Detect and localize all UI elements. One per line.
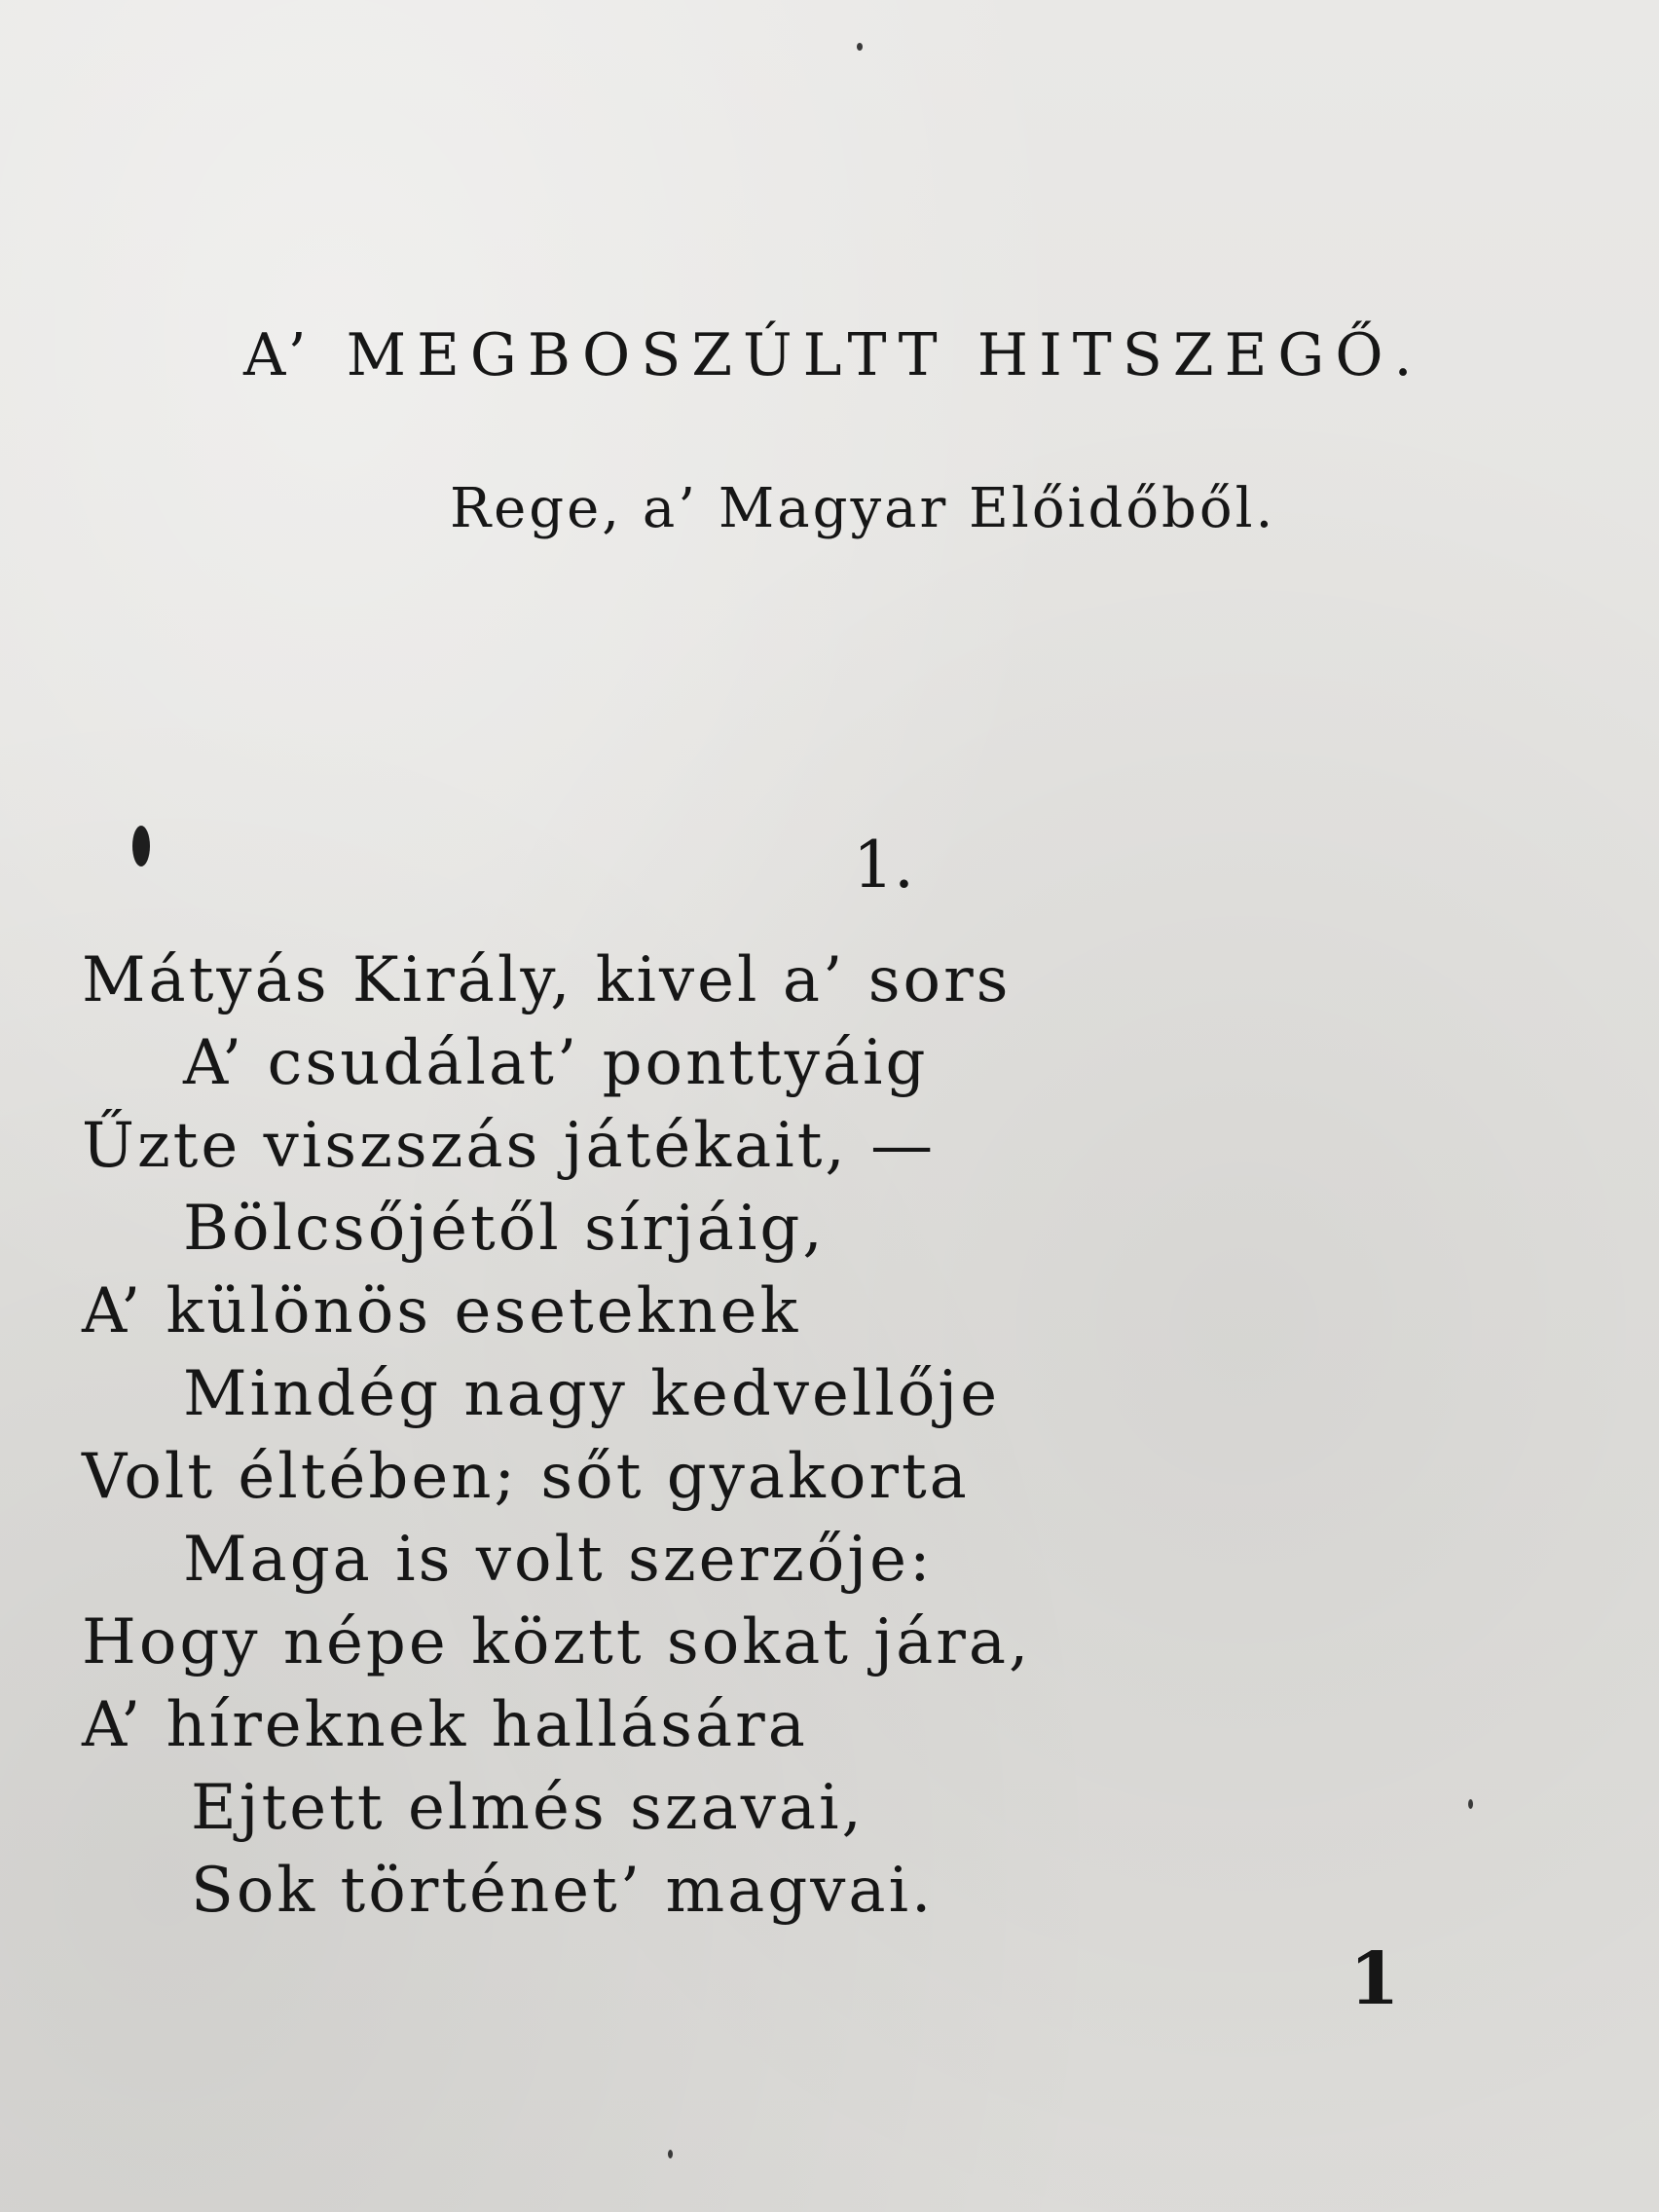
canto-number: 1. <box>853 828 914 903</box>
signature-mark: 1 <box>1349 1937 1400 2021</box>
verse-line: Maga is volt szerzője: <box>183 1524 934 1596</box>
ink-blot <box>132 826 150 866</box>
ink-speck <box>1468 1799 1473 1809</box>
poem-title: A’ MEGBOSZÚLTT HITSZEGŐ. <box>243 321 1423 389</box>
verse-line: Mátyás Király, kivel a’ sors <box>82 944 1012 1016</box>
verse-line: A’ híreknek hallására <box>82 1689 808 1761</box>
verse-line: Volt éltében; sőt gyakorta <box>82 1441 970 1513</box>
ink-speck <box>668 2150 673 2158</box>
verse-line: Hogy népe köztt sokat jára, <box>82 1606 1032 1678</box>
poem-subtitle: Rege, a’ Magyar Előidőből. <box>450 477 1276 540</box>
verse-line: Bölcsőjétől sírjáig, <box>183 1193 826 1265</box>
verse-line: Sok történet’ magvai. <box>191 1855 935 1927</box>
verse-line: Mindég nagy kedvellője <box>183 1358 1001 1430</box>
ink-speck <box>857 43 863 51</box>
verse-line: A’ különös eseteknek <box>82 1275 801 1347</box>
verse-line: Űzte viszszás játékait, — <box>82 1110 937 1182</box>
verse-line: A’ csudálat’ ponttyáig <box>183 1027 929 1099</box>
verse-line: Ejtett elmés szavai, <box>191 1772 865 1844</box>
